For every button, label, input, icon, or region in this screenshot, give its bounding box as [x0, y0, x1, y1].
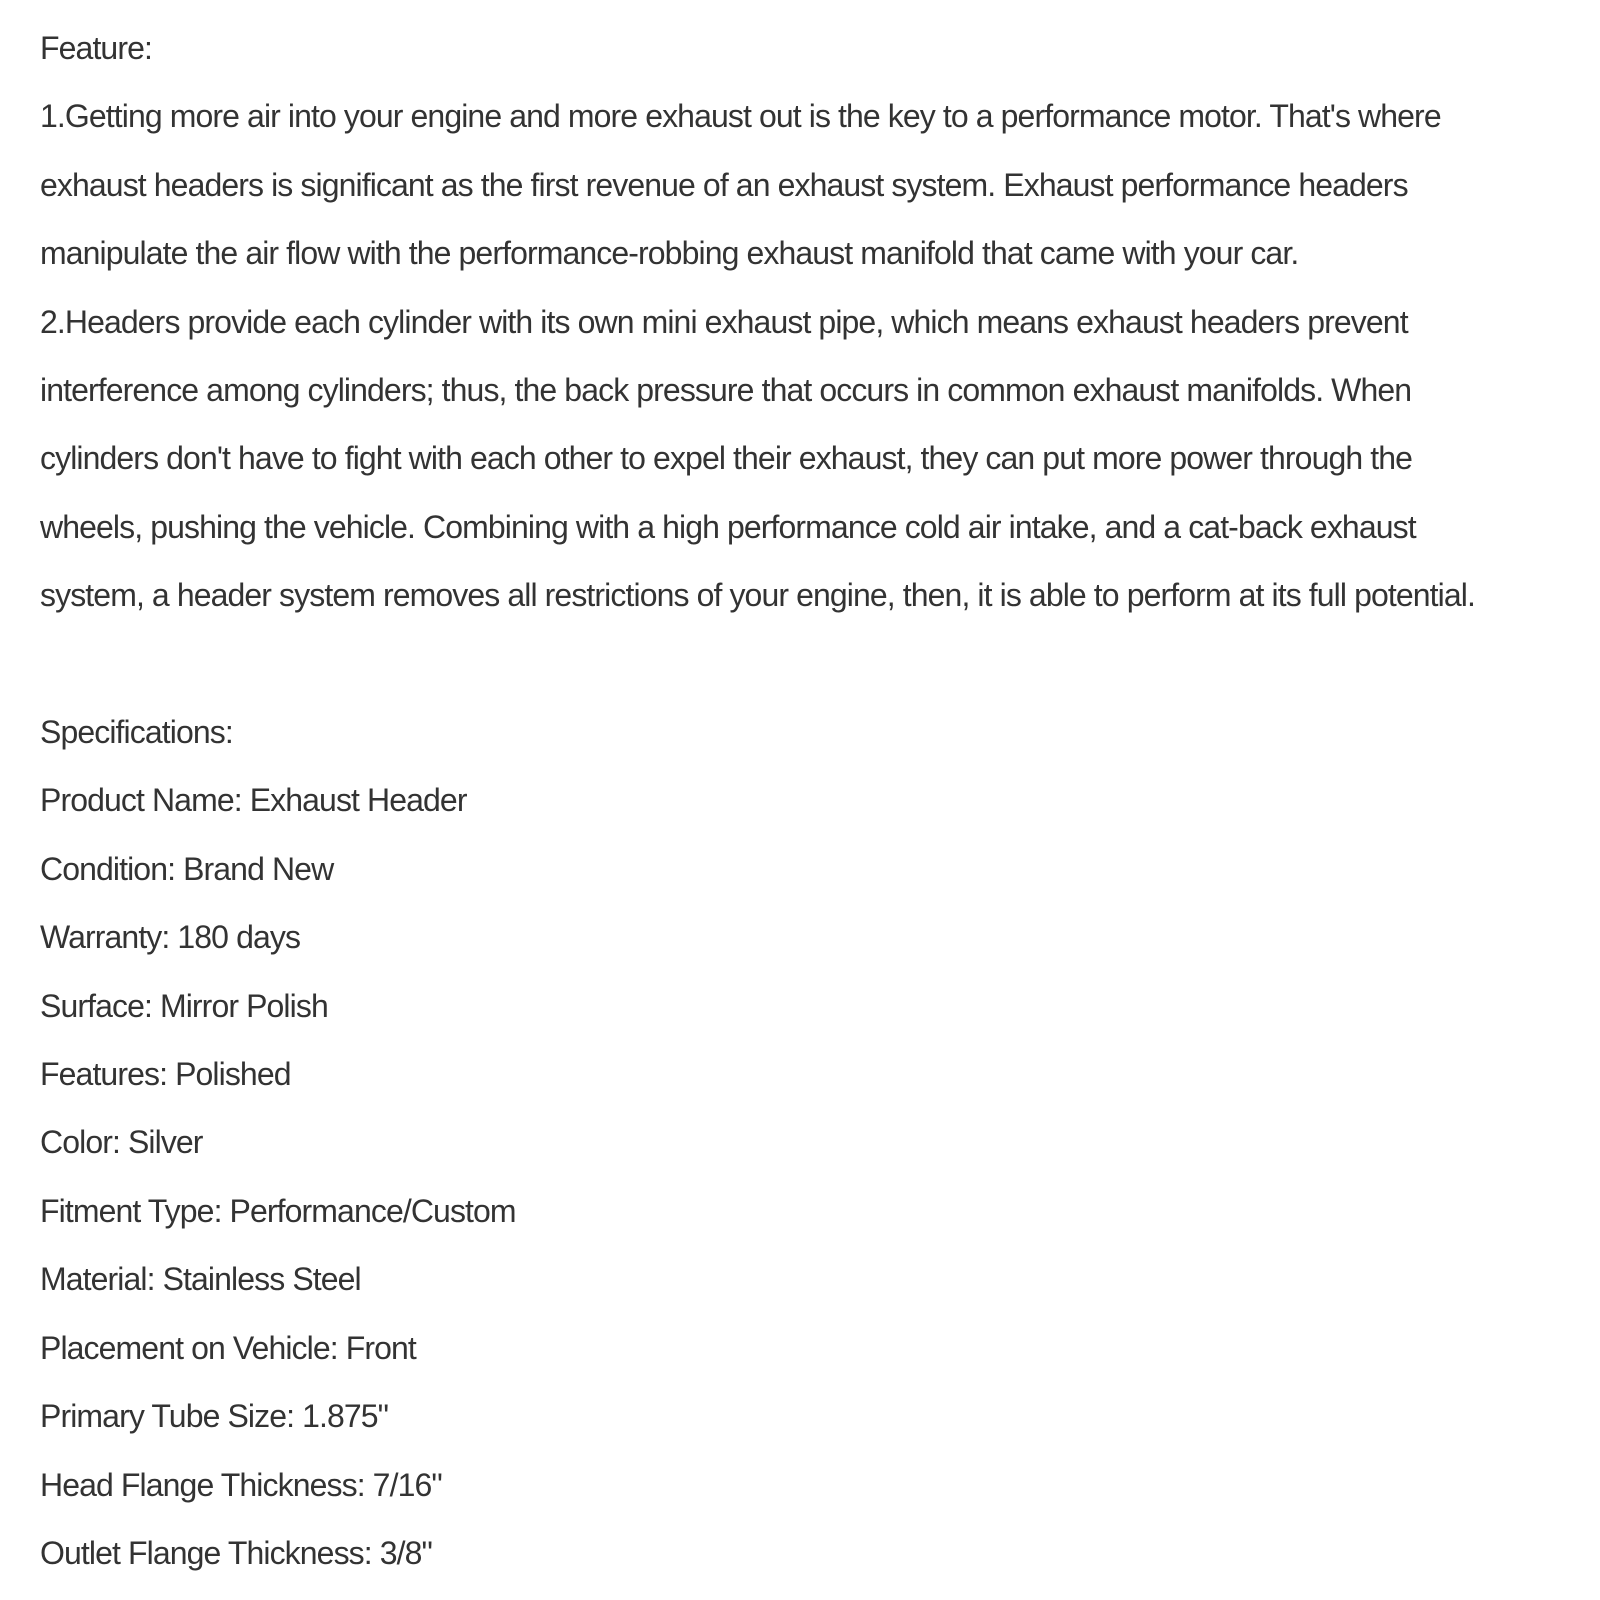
feature-line: wheels, pushing the vehicle. Combining with a high performance cold air intake, and a cat-back exhaust — [40, 508, 1416, 545]
product-description — [40, 14, 1585, 1587]
spec-item: Head Flange Thickness: 7/16" — [40, 1466, 442, 1503]
spec-item: Color: Silver — [40, 1124, 203, 1161]
feature-heading: Feature: — [40, 30, 152, 66]
spec-item: Outlet Flange Thickness: 3/8" — [40, 1534, 432, 1571]
feature-line: 2.Headers provide each cylinder with its own mini exhaust pipe, which means exhaust headers prevent — [40, 303, 1408, 340]
feature-line: system, a header system removes all restrictions of your engine, then, it is able to perform at its full potential. — [40, 577, 1475, 614]
feature-line: cylinders don't have to fight with each other to expel their exhaust, they can put more power through the — [40, 440, 1413, 477]
spec-item: Placement on Vehicle: Front — [40, 1329, 416, 1366]
spec-item: Fitment Type: Performance/Custom — [40, 1192, 516, 1229]
spec-item: Material: Stainless Steel — [40, 1261, 361, 1298]
feature-line: manipulate the air flow with the performance-robbing exhaust manifold that came with your car. — [40, 235, 1299, 272]
feature-line: interference among cylinders; thus, the back pressure that occurs in common exhaust manifolds. When — [40, 372, 1412, 409]
spec-item: Warranty: 180 days — [40, 919, 301, 956]
spec-item: Surface: Mirror Polish — [40, 987, 328, 1024]
specifications-heading: Specifications: — [40, 714, 233, 751]
section-spacer — [40, 630, 1585, 698]
spec-item: Features: Polished — [40, 1056, 291, 1093]
feature-line: exhaust headers is significant as the first revenue of an exhaust system. Exhaust performance headers — [40, 166, 1408, 203]
spec-item: Product Name: Exhaust Header — [40, 782, 467, 819]
feature-line: 1.Getting more air into your engine and more exhaust out is the key to a performance motor. That's where — [40, 98, 1441, 135]
spec-item: Condition: Brand New — [40, 850, 334, 887]
spec-item: Primary Tube Size: 1.875" — [40, 1398, 389, 1435]
